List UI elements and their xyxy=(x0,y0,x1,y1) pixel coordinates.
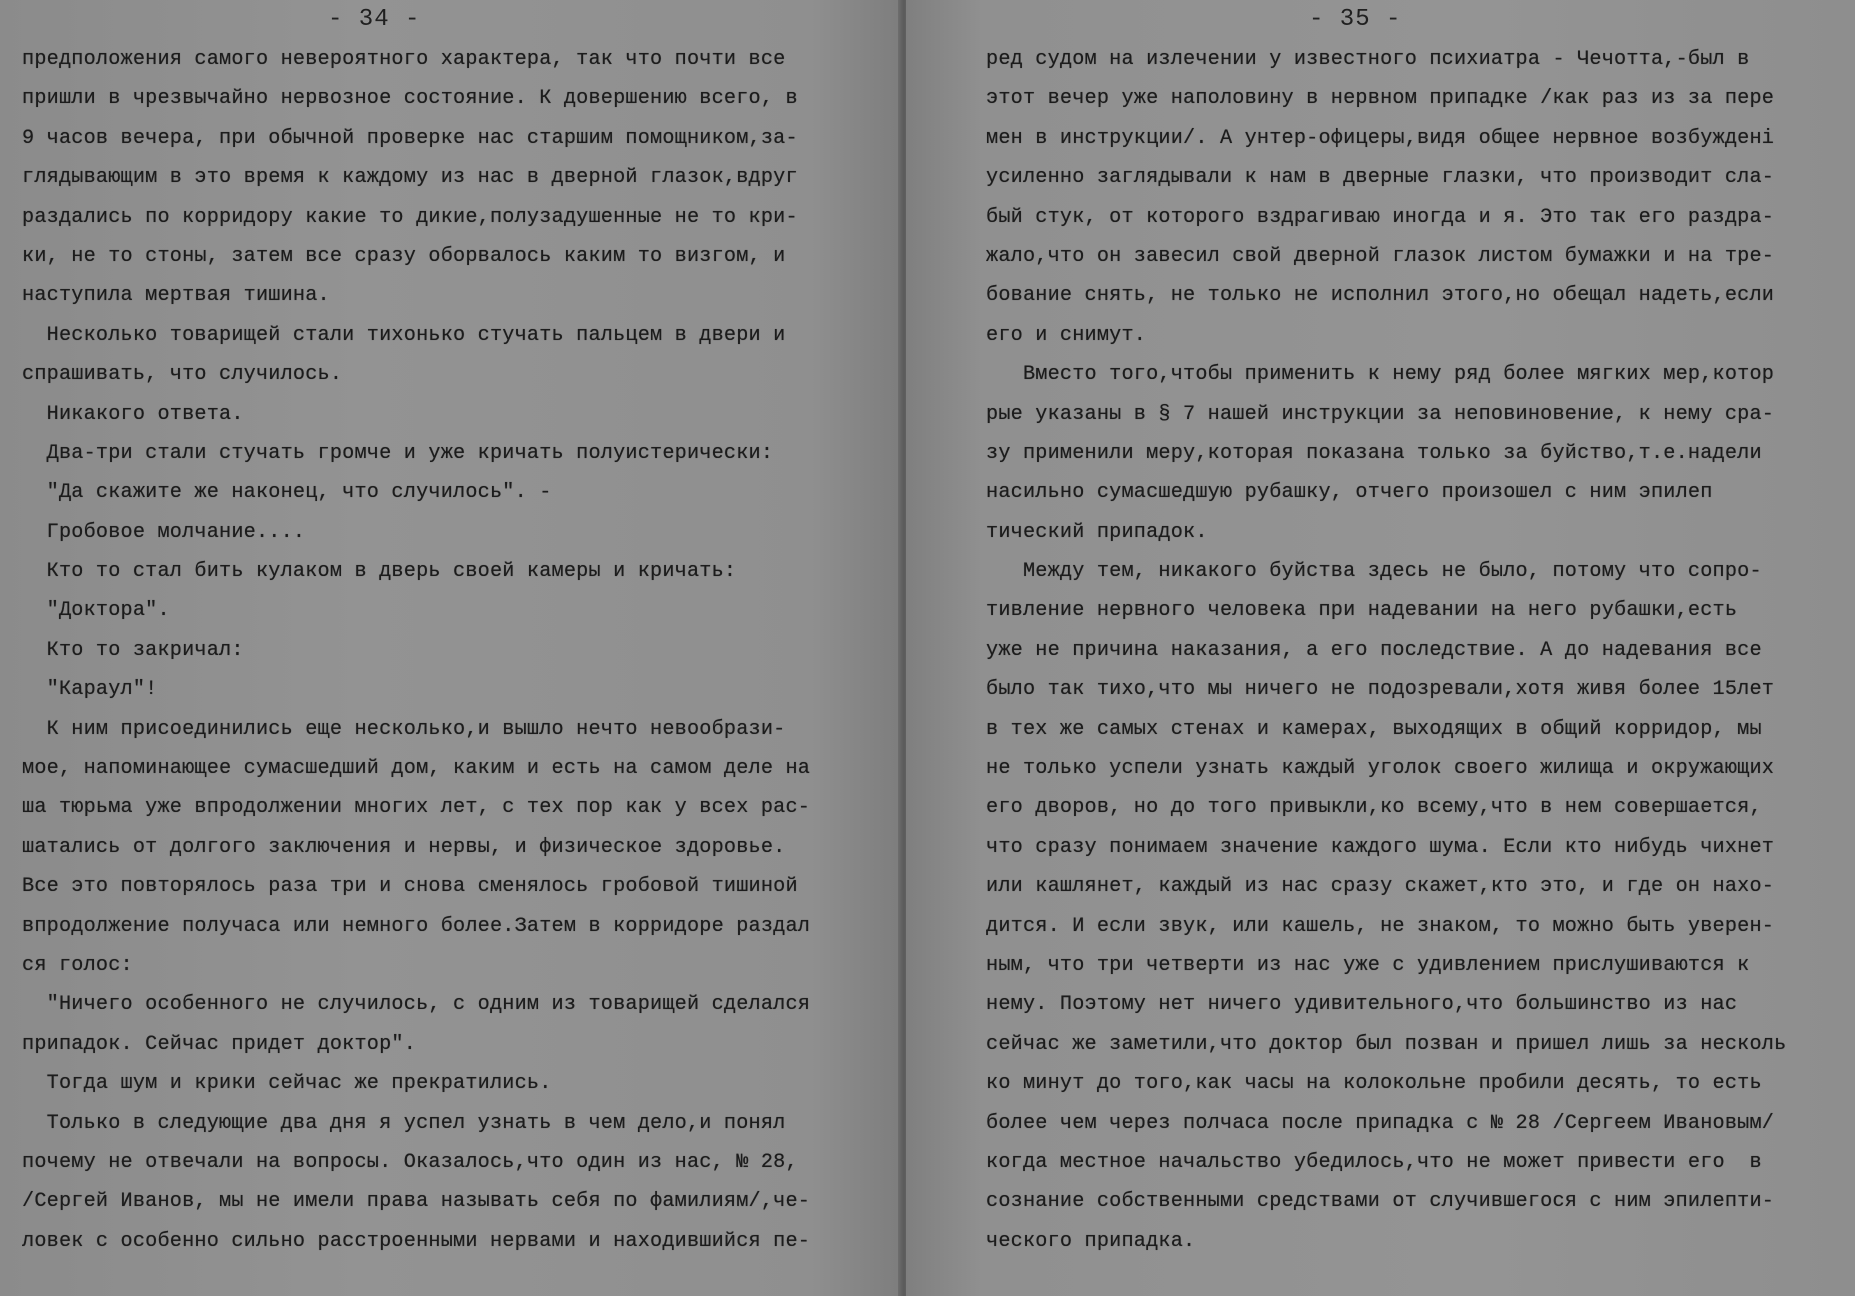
text-line: Два-три стали стучать громче и уже кричать полуистерически: xyxy=(22,441,774,465)
text-line: мое, напоминающее сумасшедший дом, каким и есть на самом деле на xyxy=(22,757,811,781)
text-line: в тех же самых стенах и камерах, выходящих в общий корридор, мы xyxy=(986,717,1762,741)
text-line: было так тихо,что мы ничего не подозревали,хотя живя более 15лет xyxy=(986,678,1775,702)
text-lines xyxy=(986,40,1846,1261)
text-line: насильно сумасшедшую рубашку, отчего произошел с ним эпилеп xyxy=(986,481,1713,505)
page-number: - 34 - xyxy=(328,6,421,33)
text-line: его дворов, но до того привыкли,ко всему,что в нем совершается, xyxy=(986,796,1762,820)
text-line: ся голос: xyxy=(22,953,133,977)
text-line: ша тюрьма уже впродолжении многих лет, с тех пор как у всех рас- xyxy=(22,796,811,820)
text-line: раздались по корридору какие то дикие,полузадушенные не то кри- xyxy=(22,205,798,229)
text-line: припадок. Сейчас придет доктор". xyxy=(22,1032,417,1056)
text-line: рые указаны в § 7 нашей инструкции за неповиновение, к нему сра- xyxy=(986,402,1775,426)
text-line: Вместо того,чтобы применить к нему ряд более мягких мер,котор xyxy=(986,363,1775,387)
text-line: сейчас же заметили,что доктор был позван и пришел лишь за несколь xyxy=(986,1032,1787,1056)
text-line: 9 часов вечера, при обычной проверке нас старшим помощником,за- xyxy=(22,126,798,150)
text-line: ловек с особенно сильно расстроенными нервами и находившийся пе- xyxy=(22,1229,811,1253)
text-line: "Караул"! xyxy=(22,678,158,702)
text-line: когда местное начальство убедилось,что не может привести его в xyxy=(986,1150,1762,1174)
text-line: почему не отвечали на вопросы. Оказалось,что один из нас, № 28, xyxy=(22,1150,798,1174)
text-line: ред судом на излечении у известного психиатра - Чечотта,-был в xyxy=(986,48,1750,71)
text-line: /Сергей Иванов, мы не имели права называть себя по фамилиям/,че- xyxy=(22,1190,811,1214)
text-line: зу применили меру,которая показана только за буйство,т.е.надели xyxy=(986,441,1762,465)
text-line: "Доктора". xyxy=(22,599,170,623)
text-line: не только успели узнать каждый уголок своего жилища и окружающих xyxy=(986,757,1775,781)
text-line: Гробовое молчание.... xyxy=(22,520,306,544)
text-line: что сразу понимаем значение каждого шума. Если кто нибудь чихнет xyxy=(986,835,1775,859)
page-left xyxy=(0,0,902,1296)
text-line: ки, не то стоны, затем все сразу оборвалось каким то визгом, и xyxy=(22,244,786,268)
text-line: Кто то закричал: xyxy=(22,638,244,662)
text-line: более чем через полчаса после припадка с № 28 /Сергеем Ивановым/ xyxy=(986,1111,1775,1135)
text-line: этот вечер уже наполовину в нервном припадке /как раз из за пере xyxy=(986,87,1775,111)
text-line: Несколько товарищей стали тихонько стучать пальцем в двери и xyxy=(22,323,786,347)
text-line: Между тем, никакого буйства здесь не было, потому что сопро- xyxy=(986,560,1762,584)
text-line: жало,что он завесил свой дверной глазок листом бумажки и на тре- xyxy=(986,244,1775,268)
text-line: "Да скажите же наконец, что случилось". - xyxy=(22,481,552,505)
text-line: К ним присоединились еще несколько,и вышло нечто невообрази- xyxy=(22,717,786,741)
text-line: тивление нервного человека при надевании на него рубашки,есть xyxy=(986,599,1738,623)
text-line: глядывающим в это время к каждому из нас в дверной глазок,вдруг xyxy=(22,166,798,190)
text-line: шатались от долгого заключения и нервы, и физическое здоровье. xyxy=(22,835,786,859)
text-line: ческого припадка. xyxy=(986,1229,1196,1253)
text-line: Тогда шум и крики сейчас же прекратились. xyxy=(22,1072,552,1096)
text-line: его и снимут. xyxy=(986,323,1147,347)
text-line: пришли в чрезвычайно нервозное состояние. К довершению всего, в xyxy=(22,87,798,111)
text-line: впродолжение получаса или немного более.Затем в корридоре раздал xyxy=(22,914,811,938)
text-lines xyxy=(22,40,892,1261)
page-right xyxy=(906,0,1855,1296)
page-number: - 35 - xyxy=(1309,6,1402,33)
text-line: Никакого ответа. xyxy=(22,402,244,426)
text-line: или кашлянет, каждый из нас сразу скажет,кто это, и где он нахо- xyxy=(986,875,1775,899)
text-line: усиленно заглядывали к нам в дверные глазки, что производит сла- xyxy=(986,166,1775,190)
text-line: мен в инструкции/. А унтер-офицеры,видя общее нервное возбужденi xyxy=(986,126,1775,150)
text-line: сознание собственными средствами от случившегося с ним эпилепти- xyxy=(986,1190,1775,1214)
text-line: "Ничего особенного не случилось, с одним из товарищей сделался xyxy=(22,993,811,1017)
text-line: Кто то стал бить кулаком в дверь своей камеры и кричать: xyxy=(22,560,737,584)
text-line: наступила мертвая тишина. xyxy=(22,284,330,308)
text-line: уже не причина наказания, а его последствие. А до надевания все xyxy=(986,638,1762,662)
text-line: дится. И если звук, или кашель, не знаком, то можно быть уверен- xyxy=(986,914,1775,938)
text-line: тический припадок. xyxy=(986,520,1208,544)
text-line: нему. Поэтому нет ничего удивительного,что большинство из нас xyxy=(986,993,1738,1017)
text-line: ко минут до того,как часы на колокольне пробили десять, то есть xyxy=(986,1072,1762,1096)
text-line: спрашивать, что случилось. xyxy=(22,363,343,387)
text-line: бование снять, не только не исполнил этого,но обещал надеть,если xyxy=(986,284,1775,308)
text-line: предположения самого невероятного характера, так что почти все xyxy=(22,48,786,71)
text-line: Только в следующие два дня я успел узнать в чем дело,и понял xyxy=(22,1111,786,1135)
text-line: Все это повторялось раза три и снова сменялось гробовой тишиной xyxy=(22,875,798,899)
text-line: ным, что три четверти из нас уже с удивлением прислушиваются к xyxy=(986,953,1750,977)
text-line: бый стук, от которого вздрагиваю иногда и я. Это так его раздра- xyxy=(986,205,1775,229)
